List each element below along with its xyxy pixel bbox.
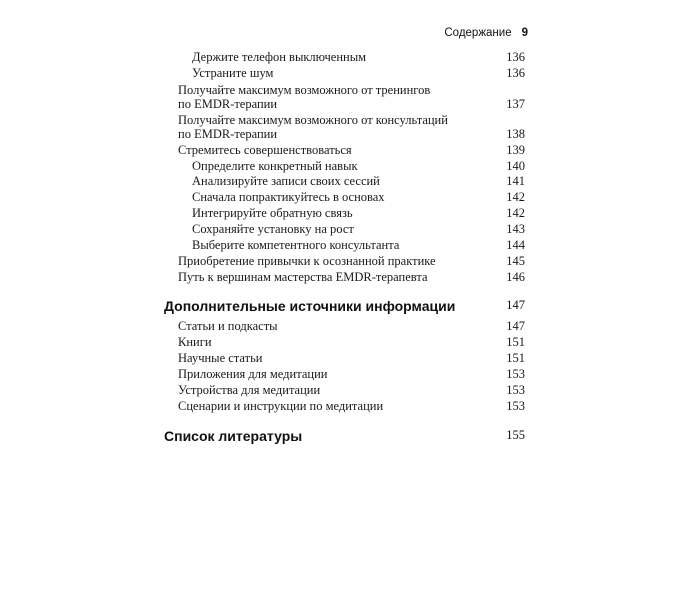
- toc-entry-page: 142: [506, 190, 525, 204]
- toc-entry-text: Приложения для медитации: [178, 367, 328, 381]
- header-page-number: 9: [521, 27, 528, 39]
- toc-entry-text: Держите телефон выключенным: [192, 50, 367, 64]
- toc-entry-page: 145: [506, 254, 525, 268]
- toc-entry-text: Устраните шум: [192, 66, 274, 80]
- toc-entry-text-continued: по EMDR-терапии: [178, 97, 278, 111]
- toc-entry-text: Сохраняйте установку на рост: [192, 222, 354, 236]
- toc-entry-page: 147: [506, 319, 525, 333]
- toc-entry-page: 137: [506, 97, 525, 111]
- running-header: [444, 27, 528, 39]
- toc-entry-text: Устройства для медитации: [178, 383, 321, 397]
- toc-entry-page: 151: [506, 351, 525, 365]
- toc-entry-page: 143: [506, 222, 525, 236]
- toc-entry-text: Определите конкретный навык: [192, 159, 358, 173]
- toc-entry-page: 136: [506, 50, 525, 64]
- toc-entry-text: Сначала попрактикуйтесь в основах: [192, 190, 385, 204]
- section-heading-page: 147: [506, 298, 525, 312]
- toc-entry-text: Приобретение привычки к осознанной практике: [178, 254, 436, 268]
- toc-entry-page: 141: [506, 174, 525, 188]
- header-title: Содержание: [444, 27, 512, 39]
- toc-entry-page: 140: [506, 159, 525, 173]
- section-heading-text: Дополнительные источники информации: [164, 298, 456, 314]
- toc-entry-page: 153: [506, 383, 525, 397]
- toc-entry-text: Книги: [178, 335, 212, 349]
- toc-entry-text: Выберите компетентного консультанта: [192, 238, 400, 252]
- toc-entry-text: Получайте максимум возможного от консультаций: [178, 113, 448, 127]
- toc-entry-page: 146: [506, 270, 525, 284]
- toc-entry-text: Анализируйте записи своих сессий: [192, 174, 380, 188]
- toc-entry-text: Путь к вершинам мастерства EMDR-терапевта: [178, 270, 428, 284]
- toc-entry-page: 136: [506, 66, 525, 80]
- toc-entry-text: Сценарии и инструкции по медитации: [178, 399, 384, 413]
- toc-entry-text: Интегрируйте обратную связь: [192, 206, 353, 220]
- toc-entry-text: Получайте максимум возможного от тренингов: [178, 83, 431, 97]
- toc-entry-page: 142: [506, 206, 525, 220]
- toc-entry-page: 151: [506, 335, 525, 349]
- section-heading-text: Список литературы: [164, 428, 303, 444]
- toc-entry-page: 138: [506, 127, 525, 141]
- toc-entry-text: Научные статьи: [178, 351, 263, 365]
- toc-entry-page: 153: [506, 399, 525, 413]
- toc-entry-page: 144: [506, 238, 525, 252]
- toc-entry-text-continued: по EMDR-терапии: [178, 127, 278, 141]
- toc-entry-text: Стремитесь совершенствоваться: [178, 143, 352, 157]
- toc-entry-page: 139: [506, 143, 525, 157]
- section-heading-page: 155: [506, 428, 525, 442]
- toc-entry-page: 153: [506, 367, 525, 381]
- toc-entry-text: Статьи и подкасты: [178, 319, 278, 333]
